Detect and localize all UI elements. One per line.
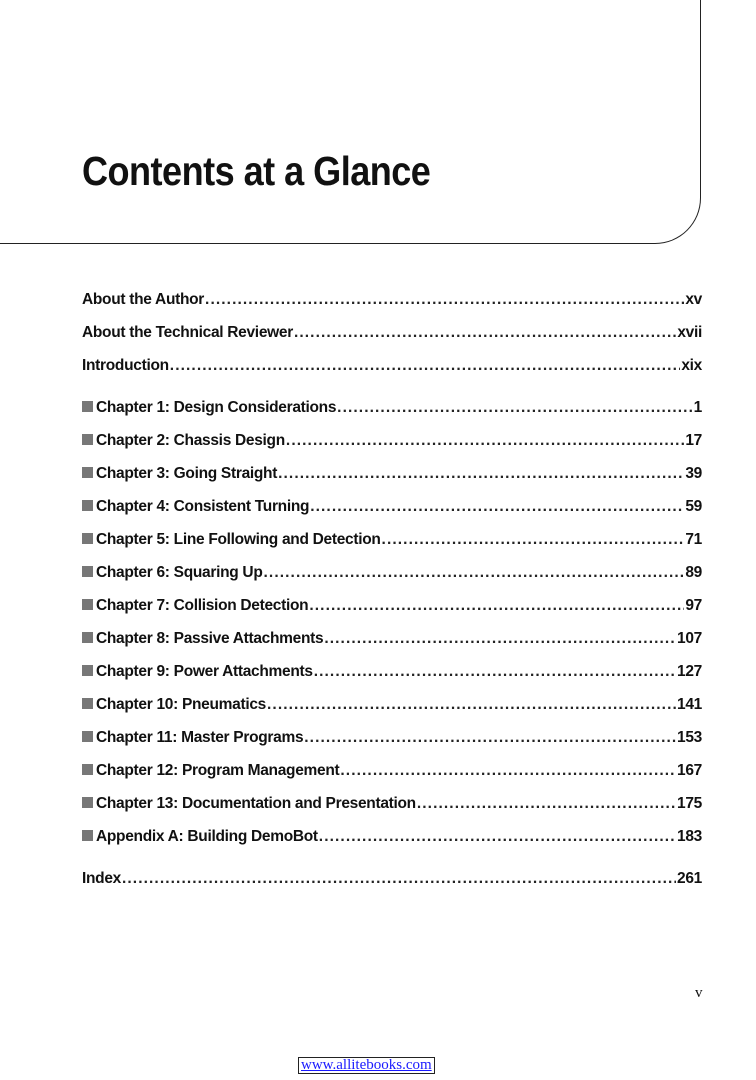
toc-entry-page: 1 — [693, 399, 702, 416]
toc-entry-page: 17 — [685, 432, 702, 449]
leader-dots — [205, 288, 684, 312]
toc-entry-label: Chapter 10: Pneumatics — [82, 693, 266, 717]
leader-dots — [278, 462, 684, 486]
toc-entry-label: Chapter 8: Passive Attachments — [82, 627, 323, 651]
toc-entry-label: Chapter 12: Program Management — [82, 759, 339, 783]
square-bullet-icon — [82, 764, 93, 775]
toc-entry[interactable] — [82, 825, 702, 858]
toc-entry[interactable] — [82, 792, 702, 825]
toc-entry[interactable] — [82, 561, 702, 594]
toc-entry[interactable] — [82, 528, 702, 561]
square-bullet-icon — [82, 797, 93, 808]
toc-entry-page: 71 — [685, 531, 702, 548]
toc-entry[interactable] — [82, 759, 702, 792]
toc-entry[interactable] — [82, 396, 702, 429]
toc-entry-label: Chapter 13: Documentation and Presentation — [82, 792, 416, 816]
toc-entry[interactable] — [82, 867, 702, 900]
toc-entry[interactable] — [82, 288, 702, 321]
toc-entry-page: 39 — [685, 465, 702, 482]
toc-entry[interactable] — [82, 594, 702, 627]
watermark-link[interactable]: www.allitebooks.com — [298, 1057, 435, 1074]
toc-entry-page: xv — [685, 291, 702, 308]
toc-entry-label: About the Technical Reviewer — [82, 324, 293, 341]
leader-dots — [294, 321, 676, 345]
leader-dots — [304, 726, 676, 750]
square-bullet-icon — [82, 665, 93, 676]
leader-dots — [382, 528, 685, 552]
leader-dots — [122, 867, 676, 891]
square-bullet-icon — [82, 467, 93, 478]
toc-entry[interactable] — [82, 462, 702, 495]
toc-entry[interactable] — [82, 726, 702, 759]
toc-entry-label: Chapter 6: Squaring Up — [82, 561, 263, 585]
toc-entry[interactable] — [82, 354, 702, 387]
toc-entry-label: Chapter 4: Consistent Turning — [82, 495, 309, 519]
toc-entry[interactable] — [82, 693, 702, 726]
toc-entry-page: 175 — [677, 795, 702, 812]
toc-entry[interactable] — [82, 660, 702, 693]
header-frame — [0, 0, 701, 244]
toc-entry[interactable] — [82, 321, 702, 354]
toc-entry[interactable] — [82, 495, 702, 528]
leader-dots — [264, 561, 685, 585]
square-bullet-icon — [82, 731, 93, 742]
leader-dots — [314, 660, 676, 684]
leader-dots — [340, 759, 676, 783]
toc-entry-label: Chapter 2: Chassis Design — [82, 429, 285, 453]
toc-entry-page: xvii — [677, 324, 702, 341]
leader-dots — [310, 495, 684, 519]
square-bullet-icon — [82, 566, 93, 577]
leader-dots — [170, 354, 681, 378]
square-bullet-icon — [82, 830, 93, 841]
toc-entry-page: 127 — [677, 663, 702, 680]
square-bullet-icon — [82, 401, 93, 412]
toc-entry-label: About the Author — [82, 291, 205, 308]
square-bullet-icon — [82, 632, 93, 643]
toc-entry-page: 89 — [685, 564, 702, 581]
toc-entry-label: Chapter 1: Design Considerations — [82, 396, 336, 420]
toc-entry-page: 97 — [685, 597, 702, 614]
toc-entry[interactable] — [82, 429, 702, 462]
toc-entry-label: Chapter 11: Master Programs — [82, 726, 303, 750]
toc-entry-page: 141 — [677, 696, 702, 713]
toc-entry-page: 59 — [685, 498, 702, 515]
square-bullet-icon — [82, 533, 93, 544]
page-number: v — [695, 985, 703, 1001]
page-title: Contents at a Glance — [82, 148, 431, 194]
toc-entry[interactable] — [82, 627, 702, 660]
toc-entry-page: 183 — [677, 828, 702, 845]
toc-entry-label: Introduction — [82, 357, 169, 374]
toc-entry-label: Chapter 5: Line Following and Detection — [82, 528, 381, 552]
square-bullet-icon — [82, 698, 93, 709]
table-of-contents — [82, 288, 702, 900]
square-bullet-icon — [82, 500, 93, 511]
leader-dots — [286, 429, 684, 453]
leader-dots — [324, 627, 676, 651]
leader-dots — [337, 396, 693, 420]
leader-dots — [417, 792, 676, 816]
toc-entry-label: Chapter 7: Collision Detection — [82, 594, 308, 618]
square-bullet-icon — [82, 599, 93, 610]
toc-entry-label: Chapter 3: Going Straight — [82, 462, 277, 486]
toc-entry-page: xix — [681, 357, 702, 374]
leader-dots — [267, 693, 676, 717]
square-bullet-icon — [82, 434, 93, 445]
toc-entry-page: 167 — [677, 762, 702, 779]
toc-entry-page: 107 — [677, 630, 702, 647]
toc-entry-page: 153 — [677, 729, 702, 746]
leader-dots — [309, 594, 684, 618]
leader-dots — [319, 825, 676, 849]
toc-entry-label: Index — [82, 870, 121, 887]
toc-entry-page: 261 — [677, 870, 702, 887]
toc-entry-label: Chapter 9: Power Attachments — [82, 660, 313, 684]
toc-entry-label: Appendix A: Building DemoBot — [82, 825, 318, 849]
